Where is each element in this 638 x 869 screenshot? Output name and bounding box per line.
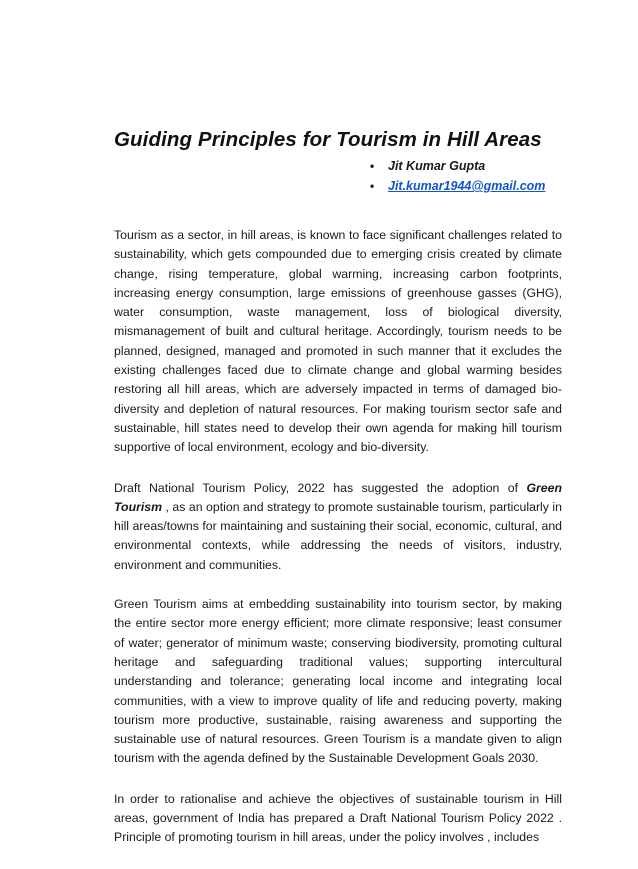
paragraph-green-tourism: Green Tourism aims at embedding sustainability into tourism sector, by making the entire sector more energy efficient; more climate responsive; least consumer of water; generator of minimum waste; conserving biodiversity, promoting cultural heritage and safeguarding traditional values; supporting intercultural understanding and tolerance; generating local income and integrating local communities, with a view to improve quality of life and reducing poverty, making tourism more productive, sustainable, raising awareness and supporting the sustainable use of natural resources. Green Tourism is a mandate given to align tourism with the agenda defined by the Sustainable Development Goals 2030. xyxy=(114,597,562,766)
paragraph-intro: Tourism as a sector, in hill areas, is known to face significant challenges related to sustainability, which gets compounded due to emerging crisis created by climate change, rising temperature, global warming, increasing carbon footprints, increasing energy consumption, large emissions of greenhouse gasses (GHG), water consumption, waste management, loss of biological diversity, mismanagement of built and cultural heritage. Accordingly, tourism needs to be planned, designed, managed and promoted in such manner that it excludes the existing challenges faced due to climate change and global warming besides restoring all hill areas, which are adversely impacted in terms of damaged bio-diversity and depletion of natural resources. For making tourism sector safe and sustainable, hill states need to develop their own agenda for making hill tourism supportive of local environment, ecology and bio-diversity. xyxy=(114,228,562,455)
author-email-item[interactable] xyxy=(370,176,545,196)
bullet-icon: • xyxy=(370,179,375,193)
bullet-icon: • xyxy=(370,159,375,173)
paragraph-policy xyxy=(114,479,562,575)
author-email-link[interactable]: Jit.kumar1944@gmail.com xyxy=(388,179,546,193)
paragraph-policy-end: , as an option and strategy to promote sustainable tourism, particularly in hill areas/towns for maintaining and sustaining their social, economic, cultural, and environmental contexts, while addressing the needs of visitors, industry, environment and communities. xyxy=(114,499,562,572)
author-name-item xyxy=(370,156,545,176)
document-title: Guiding Principles for Tourism in Hill Areas xyxy=(114,128,542,151)
author-list xyxy=(370,156,545,196)
green-tourism-emphasis: Green Tourism xyxy=(114,480,562,514)
paragraph-policy-start: Draft National Tourism Policy, 2022 has suggested the adoption of xyxy=(114,480,527,495)
author-name: Jit Kumar Gupta xyxy=(388,159,486,173)
document-body xyxy=(114,226,562,869)
paragraph-government: In order to rationalise and achieve the objectives of sustainable tourism in Hill areas, government of India has prepared a Draft National Tourism Policy 2022 . Principle of promoting tourism in hill areas, under the policy involves , includes xyxy=(114,791,562,845)
